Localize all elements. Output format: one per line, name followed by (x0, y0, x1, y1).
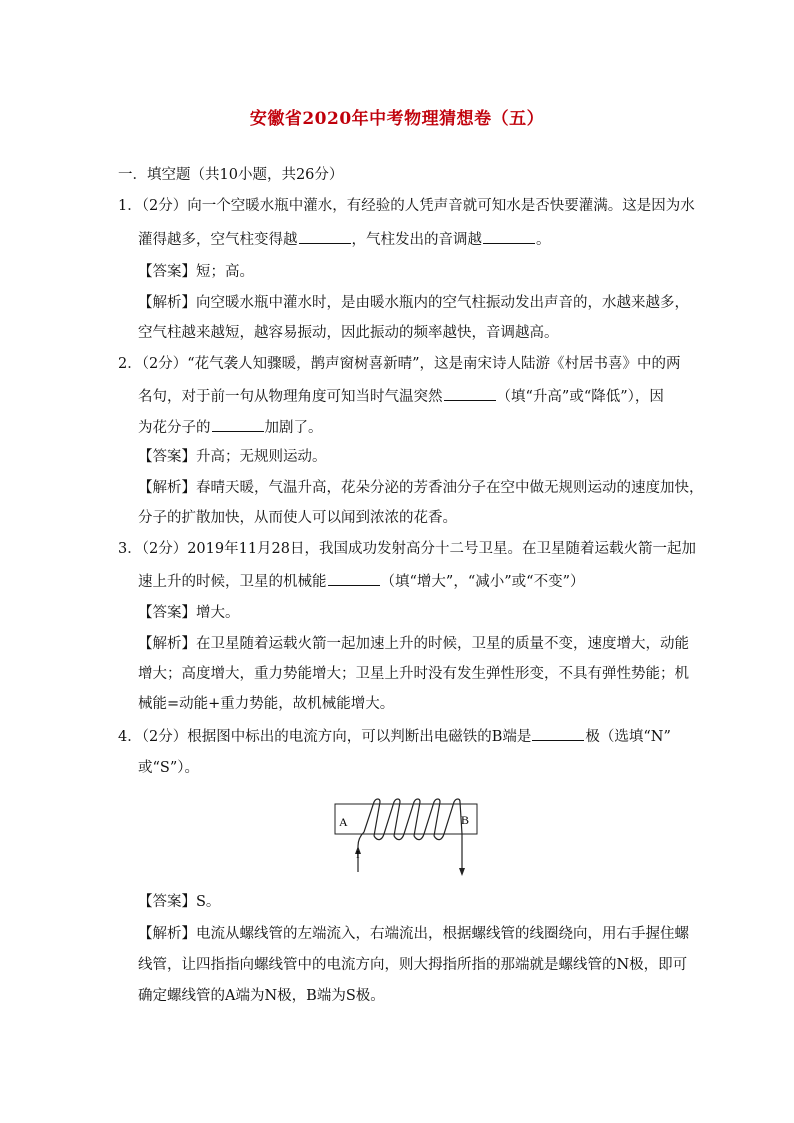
q4-analysis-3: 确定螺线管的A端为N极，B端为S极。 (138, 988, 385, 1004)
q2-analysis-1: 【解析】春晴天暖，气温升高，花朵分泌的芳香油分子在空中做无规则运动的速度加快， (138, 480, 704, 496)
q3-blank-1 (328, 571, 380, 586)
q3-line1: 3．（2分）2019年11月28日，我国成功发射高分十二号卫星。在卫星随着运载火箭一起加 (118, 541, 697, 557)
current-arrow-down-icon (459, 868, 465, 876)
q1-line2: 灌得越多，空气柱变得越 ，气柱发出的音调越 。 (138, 229, 551, 250)
q2-blank-2 (212, 417, 264, 432)
q2-line1: 2．（2分）“花气袭人知骤暖，鹊声窗树喜新晴”，这是南宋诗人陆游《村居书喜》中的两 (118, 356, 681, 372)
q4-analysis-2: 线管，让四指指向螺线管中的电流方向，则大拇指所指的那端就是螺线管的N极，即可 (138, 957, 688, 973)
q4-line2: 或“S”）。 (138, 760, 200, 776)
section-heading: 一．填空题（共10小题，共26分） (118, 167, 344, 183)
q3-analysis-2: 增大；高度增大，重力势能增大；卫星上升时没有发生弹性形变，不具有弹性势能；机 (138, 666, 689, 682)
label-a: A (339, 815, 348, 829)
q2-line2: 名句，对于前一句从物理角度可知当时气温突然 （填“升高”或“降低”），因 (138, 386, 664, 407)
q2-analysis-2: 分子的扩散加快，从而使人可以闻到浓浓的花香。 (138, 510, 457, 526)
q4-line1: 4．（2分）根据图中标出的电流方向，可以判断出电磁铁的B端是 极（选填“N” (118, 726, 671, 747)
q3-line2: 速上升的时候，卫星的机械能 （填“增大”，“减小”或“不变”） (138, 571, 584, 592)
q1-line1: 1．（2分）向一个空暖水瓶中灌水，有经验的人凭声音就可知水是否快要灌满。这是因为水 (118, 198, 695, 214)
q3-answer: 【答案】增大。 (138, 605, 240, 621)
q1-analysis-2: 空气柱越来越短，越容易振动，因此振动的频率越快，音调越高。 (138, 325, 559, 341)
coil-windings (358, 799, 462, 872)
q1-analysis-1: 【解析】向空暖水瓶中灌水时，是由暖水瓶内的空气柱振动发出声音的，水越来越多， (138, 295, 689, 311)
q4-blank-1 (532, 726, 584, 741)
page-title: 安徽省2020年中考物理猜想卷（五） (249, 109, 545, 129)
label-b: B (461, 813, 470, 827)
electromagnet-figure (330, 796, 490, 881)
q4-analysis-1: 【解析】电流从螺线管的左端流入，右端流出，根据螺线管的线圈绕向，用右手握住螺 (138, 926, 689, 942)
q1-blank-2 (483, 229, 535, 244)
q1-blank-1 (299, 229, 351, 244)
q2-line3: 为花分子的 加剧了。 (138, 417, 323, 438)
q1-answer: 【答案】短；高。 (138, 264, 254, 280)
q4-answer: 【答案】S。 (138, 894, 221, 910)
q2-blank-1 (444, 386, 496, 401)
q3-analysis-3: 械能=动能+重力势能，故机械能增大。 (138, 696, 395, 712)
label-current-i: I (356, 849, 360, 861)
q2-answer: 【答案】升高；无规则运动。 (138, 449, 327, 465)
q3-analysis-1: 【解析】在卫星随着运载火箭一起加速上升的时候，卫星的质量不变，速度增大，动能 (138, 636, 689, 652)
